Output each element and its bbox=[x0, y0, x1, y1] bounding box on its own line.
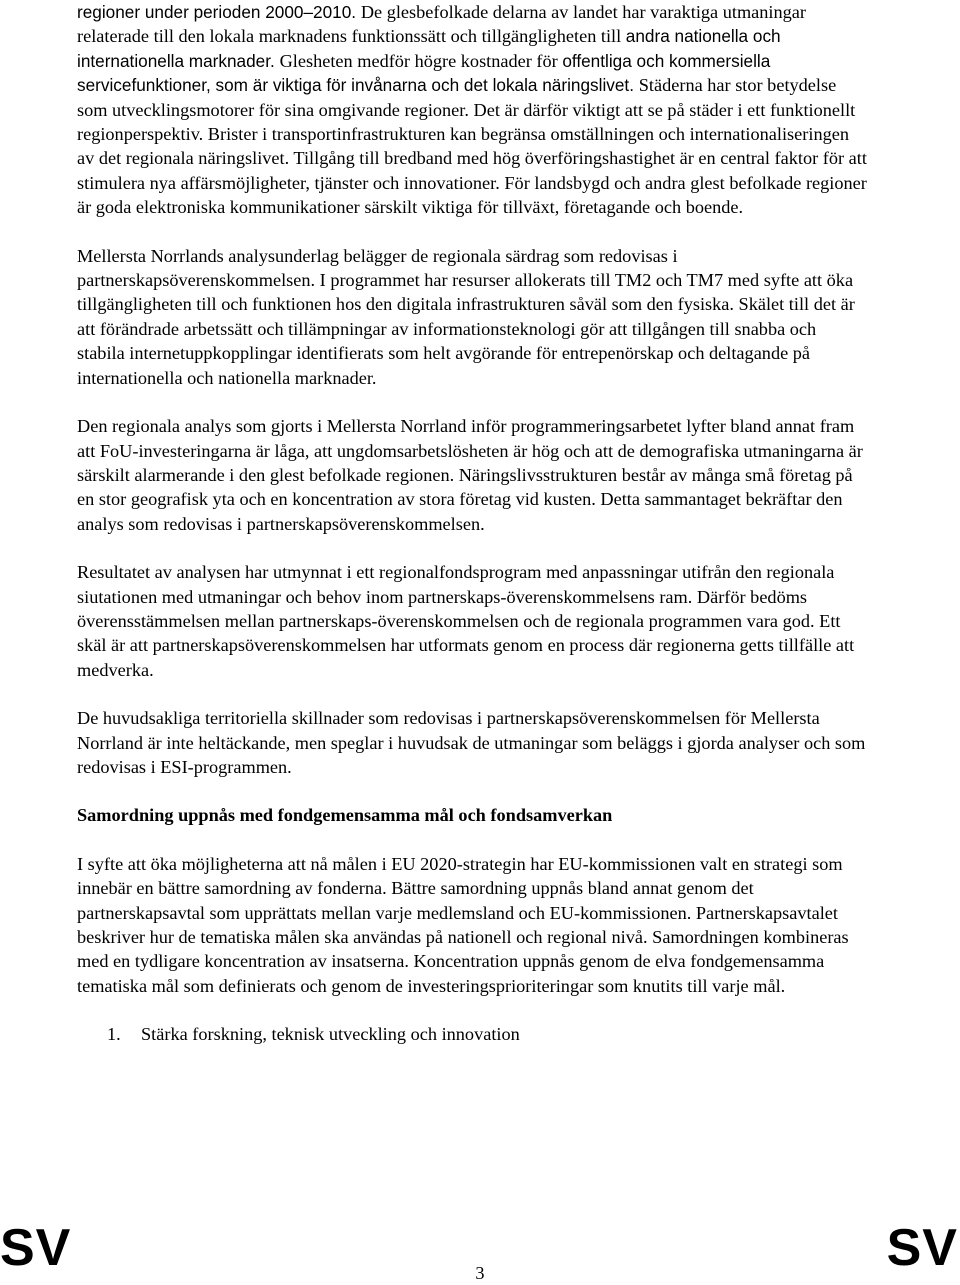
text-run: De glesbefolkade delarna av landet har varaktiga utmaningar relaterade till den lokala marknadens funktionssätt och tillgängligheten till bbox=[77, 2, 806, 47]
text-run: Städerna har stor betydelse som utvecklingsmotorer för sina omgivande regioner. Det är därför viktigt att se på städer i ett funktionellt regionperspektiv. Brister i transportinfrastrukturen kan begränsa omställningen och internationaliseringen av det regionala näringslivet. Tillgång till bredband med hög överföringshastighet är en central faktor för att stimulera nya affärsmöjligheter, tjänster och innovationer. För landsbygd och andra glest befolkade regioner är goda elektroniska kommunikationer särskilt viktiga för tillväxt, företagande och boende. bbox=[77, 75, 867, 218]
language-label-right: SV bbox=[886, 1219, 958, 1277]
paragraph-regional-analysis bbox=[77, 414, 867, 536]
language-label-left: SV bbox=[0, 1219, 72, 1277]
list-item bbox=[77, 1022, 867, 1046]
paragraph-territorial-differences bbox=[77, 706, 867, 779]
text-run: De huvudsakliga territoriella skillnader som redovisas i partnerskapsöverenskommelsen för Mellersta Norrland är inte heltäckande, men speglar i huvudsak de utmaningar som beläggs i gjorda analyser och som redovisas i ESI-programmen. bbox=[77, 708, 866, 777]
list-item-number: 1. bbox=[107, 1024, 121, 1045]
list-item-text: Stärka forskning, teknisk utveckling och innovation bbox=[141, 1024, 520, 1045]
paragraph-coordination: I syfte att öka möjligheterna att nå målen i EU 2020-strategin har EU-kommissionen valt en strategi som innebär en bättre samordning av fonderna. Bättre samordning uppnås bland annat genom det partnerskapsavtal som upprättats mellan varje medlemsland och EU-kommissionen. Partnerskapsavtalet beskriver hur de tematiska målen ska användas på nationell och regional nivå. Samordningen kombineras med en tydligare koncentration av insatserna. Koncentration uppnås genom de elva fondgemensamma tematiska mål som definierats och genom de investeringsprioriteringar som knutits till varje mål. bbox=[77, 853, 849, 996]
text-run: Resultatet av analysen har utmynnat i ett regionalfondsprogram med anpassningar utifrån den regionala siutationen med utmaningar och behov inom partnerskaps-överenskommelsens ram. Därför bedöms överensstämmelsen mellan partnerskaps-överenskommelsen och de regionala programmen vara god. Ett skäl är att partnerskapsöverenskommelsen har utformats genom en process där regionerna getts tillfälle att medverka. bbox=[77, 562, 855, 680]
paragraph-analysis-basis bbox=[77, 244, 867, 390]
text-run: andra nationella och internationella marknader. bbox=[77, 26, 781, 71]
page-number: 3 bbox=[475, 1263, 485, 1283]
section-heading: Samordning uppnås med fondgemensamma mål och fondsamverkan bbox=[77, 805, 613, 826]
text-run: Mellersta Norrlands analysunderlag belägger de regionala särdrag som redovisas i partnerskapsöverenskommelsen. I programmet har resurser allokerats till TM2 och TM7 med syfte att öka tillgängligheten till och funktionen hos den digitala infrastrukturen såväl som den fysiska. Skälet till det är att förändrade arbetssätt och tillämpningar av informationsteknologi gör att tillgången till snabba och stabila internetuppkopplingar identifierats som helt avgörande för entrepenörskap och deltagande på internationella och nationella marknader. bbox=[77, 245, 855, 388]
text-run: Den regionala analys som gjorts i Mellersta Norrland inför programmeringsarbetet lyfter bland annat fram att FoU-investeringarna är låga, att ungdomsarbetslösheten är hög och att de demografiska utmaningarna är särskilt alarmerande i den glest befolkade regionen. Näringslivsstrukturen består av många små företag på en stor geografisk yta och en koncentration av stora företag vid kusten. Detta sammantaget bekräftar den analys som redovisas i partnerskapsöverenskommelsen. bbox=[77, 416, 863, 534]
text-run: regioner under perioden 2000–2010. bbox=[77, 2, 361, 22]
text-run: offentliga och kommersiella servicefunktioner, som är viktiga för invånarna och det lokala näringslivet. bbox=[77, 50, 771, 96]
document-body bbox=[77, 0, 867, 1047]
paragraph-regional-challenges bbox=[77, 0, 867, 220]
text-run: Glesheten medför högre kostnader för bbox=[279, 50, 563, 71]
paragraph-analysis-result bbox=[77, 560, 867, 682]
thematic-goals-list bbox=[77, 1022, 867, 1046]
